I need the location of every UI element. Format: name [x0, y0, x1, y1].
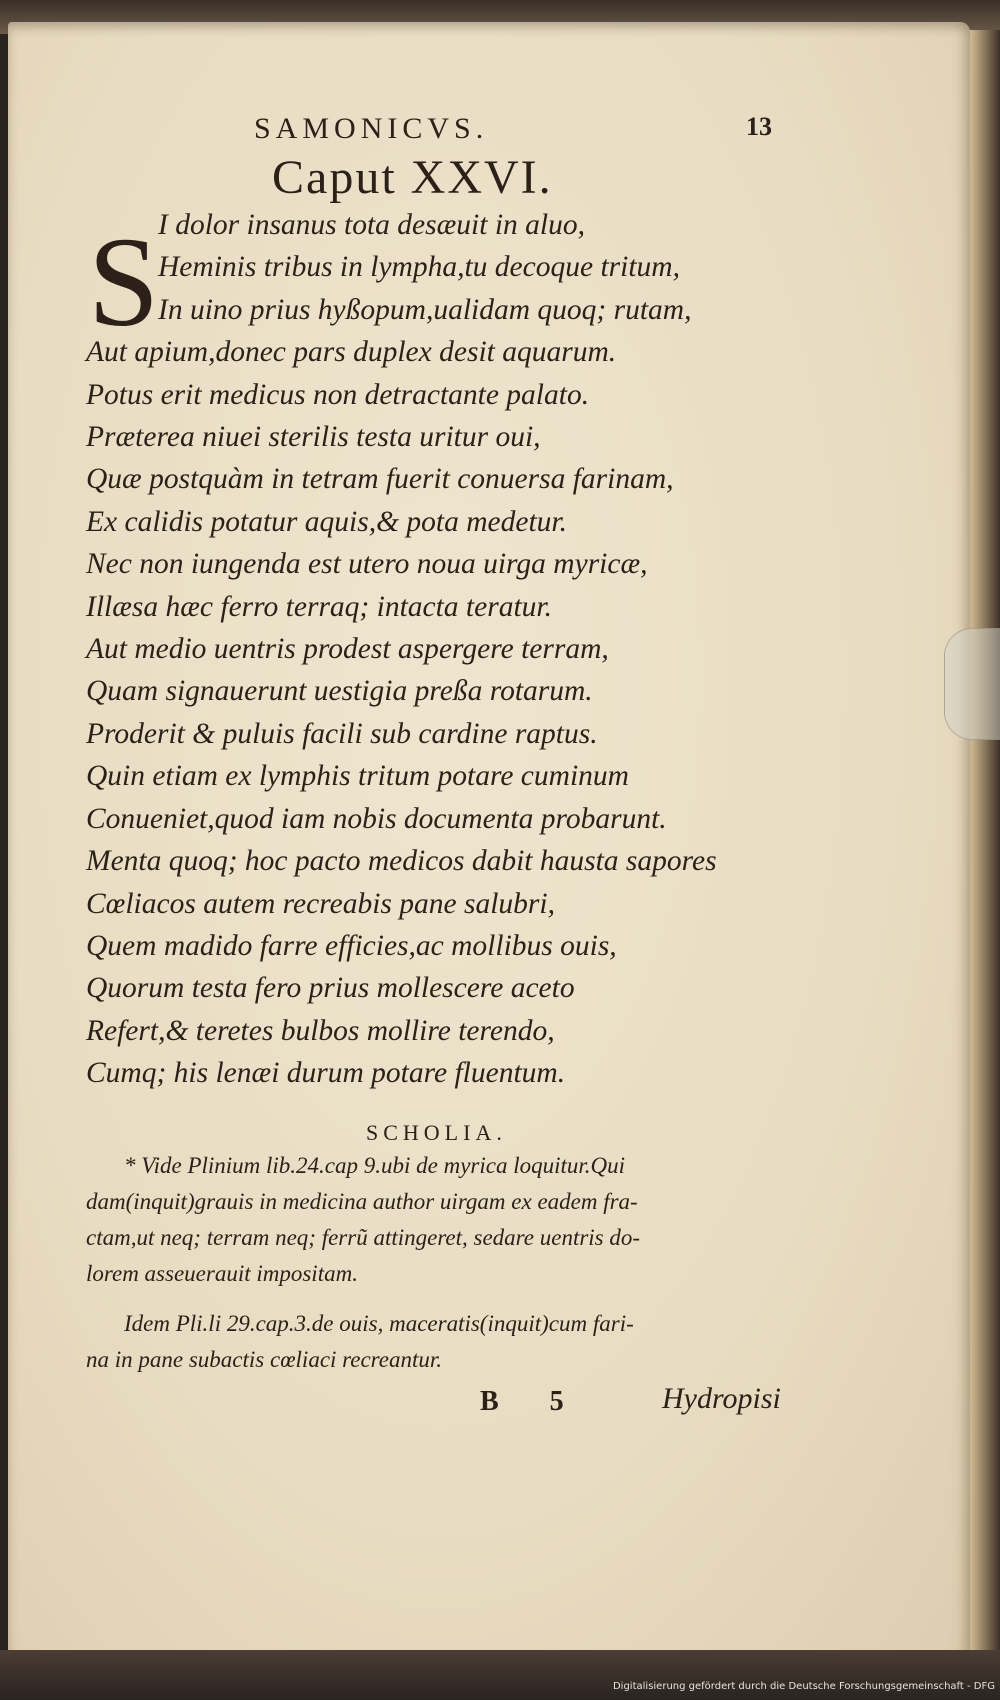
scholia-line: na in pane subactis cœliaci recreantur.: [86, 1347, 443, 1372]
note-spacer: [0, 1292, 960, 1306]
verse-line: Heminis tribus in lympha,tu decoque tritum,: [158, 251, 680, 284]
chapter-title: Caput XXVI.: [272, 151, 553, 204]
verse-line: Conueniet,quod iam nobis documenta probarunt.: [86, 802, 667, 835]
page-number: 13: [746, 112, 772, 141]
scholia-line: lorem asseuerauit impositam.: [86, 1261, 358, 1286]
verse-line: Quem madido farre efficies,ac mollibus ouis,: [86, 929, 617, 962]
verse-line: Illæsa hæc ferro terraq; intacta teratur.: [86, 590, 552, 623]
verse-line: Cumq; his lenæi durum potare fluentum.: [86, 1057, 566, 1090]
verse-line: Cœliacos autem recreabis pane salubri,: [86, 887, 555, 920]
verse-line: Potus erit medicus non detractante palato.: [86, 378, 590, 411]
verse-line: Proderit & puluis facili sub cardine raptus.: [86, 717, 598, 750]
scholia-heading: SCHOLIA.: [366, 1120, 507, 1145]
verse-line: Quam signauerunt uestigia preßa rotarum.: [86, 675, 593, 708]
scholia-line: * Vide Plinium lib.24.cap 9.ubi de myrica loquitur.Qui: [124, 1153, 626, 1178]
verse-text: [0, 204, 960, 1095]
verse-line: Nec non iungenda est utero noua uirga myricæ,: [86, 548, 648, 581]
verse-line: Aut apium,donec pars duplex desit aquarum.: [86, 336, 617, 369]
verse-line: In uino prius hyßopum,ualidam quoq; rutam,: [158, 293, 692, 326]
scholia-notes: [0, 1148, 960, 1378]
verse-line: I dolor insanus tota desæuit in aluo,: [158, 209, 585, 241]
running-head: SAMONICVS.: [254, 112, 489, 145]
scholia-line: Idem Pli.li 29.cap.3.de ouis, maceratis(inquit)cum fari-: [124, 1311, 634, 1336]
verse-line: Ex calidis potatur aquis,& pota medetur.: [86, 505, 567, 538]
digitization-credit: Digitalisierung gefördert durch die Deutsche Forschungsgemeinschaft - DFG: [612, 1681, 995, 1692]
scan-bottom-bar: [0, 1650, 1000, 1700]
verse-line: Quæ postquàm in tetram fuerit conuersa farinam,: [86, 463, 674, 496]
scholia-line: dam(inquit)grauis in medicina author uirgam ex eadem fra-: [86, 1189, 638, 1214]
verse-line: Præterea niuei sterilis testa uritur oui,: [86, 421, 541, 454]
verse-line: Aut medio uentris prodest aspergere terram,: [86, 633, 609, 666]
verse-line: Menta quoq; hoc pacto medicos dabit hausta sapores: [86, 845, 717, 878]
drop-cap: S: [88, 211, 160, 353]
verse-line: Refert,& teretes bulbos mollire terendo,: [86, 1014, 555, 1047]
verse-line: Quorum testa fero prius mollescere aceto: [86, 972, 575, 1005]
scholia-line: ctam,ut neq; terram neq; ferrũ attingeret, sedare uentris do-: [86, 1225, 641, 1250]
catchword: Hydropisi: [662, 1382, 781, 1415]
signature-mark: B 5: [480, 1386, 586, 1417]
verse-line: Quin etiam ex lymphis tritum potare cuminum: [86, 760, 629, 793]
